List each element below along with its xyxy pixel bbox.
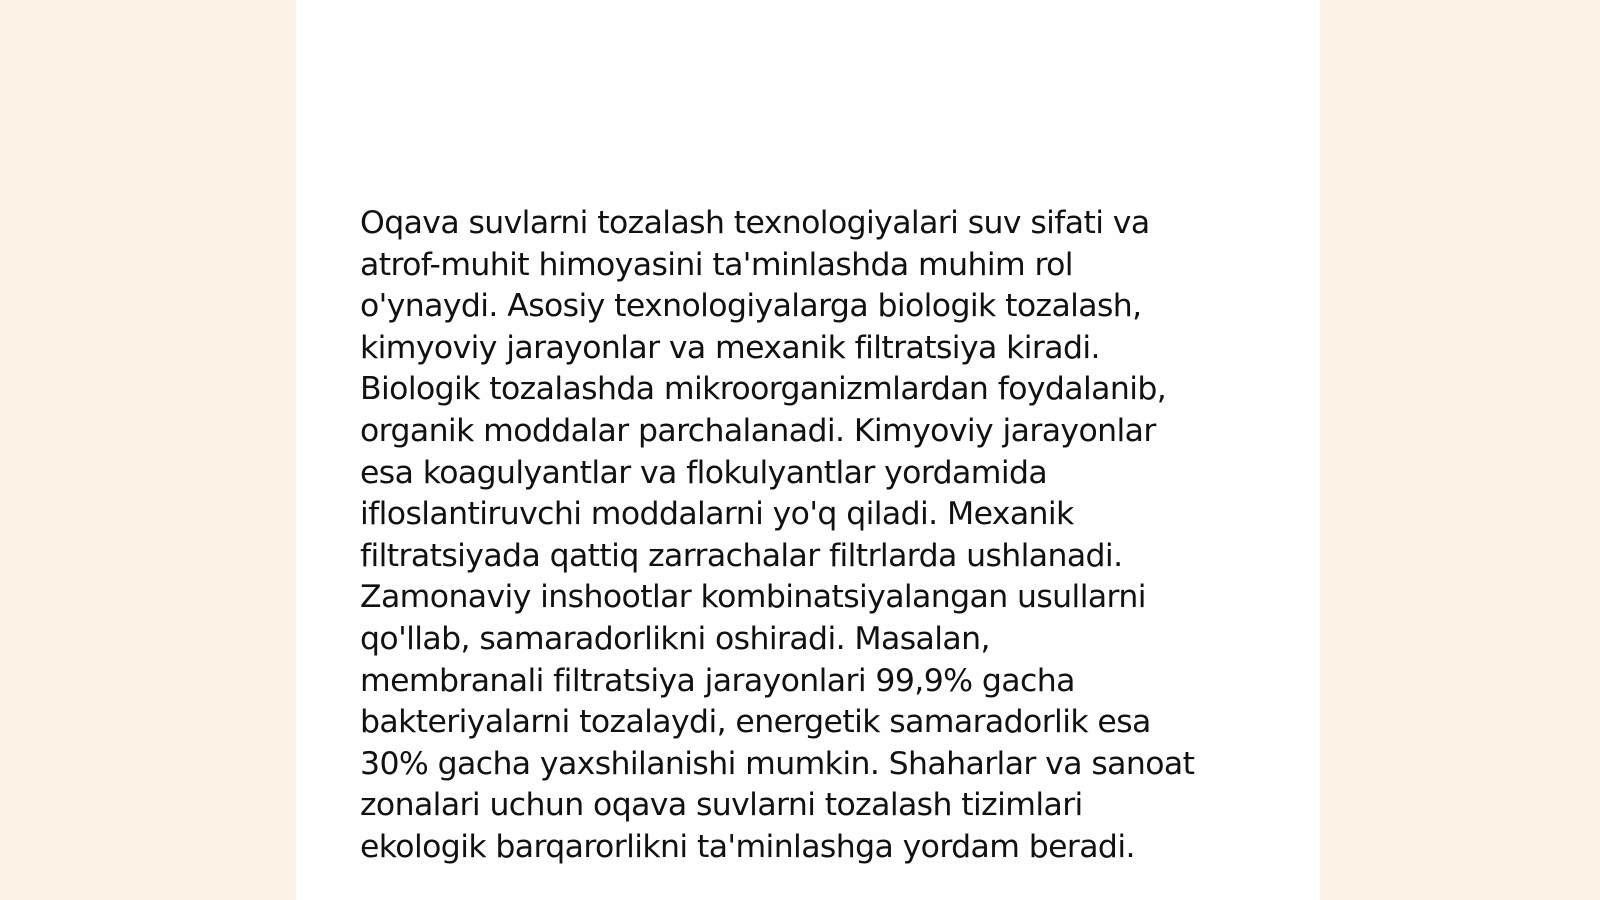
document-sheet [296,0,1320,900]
body-paragraph: Oqava suvlarni tozalash texnologiyalari suv sifati va atrof-muhit himoyasini ta'minlashda muhim rol o'ynaydi. Asosiy texnologiyalarga biologik tozalash, kimyoviy jarayonlar va mexanik filtratsiya kiradi. Biologik tozalashda mikroorganizmlardan foydalanib, organik moddalar parchalanadi. Kimyoviy jarayonlar esa koagulyantlar va flokulyantlar yordamida ifloslantiruvchi moddalarni yo'q qiladi. Mexanik filtratsiyada qattiq zarrachalar filtrlarda ushlanadi. Zamonaviy inshootlar kombinatsiyalangan usullarni qo'llab, samaradorlikni oshiradi. Masalan, membranali filtratsiya jarayonlari 99,9% gacha bakteriyalarni tozalaydi, energetik samaradorlik esa 30% gacha yaxshilanishi mumkin. Shaharlar va sanoat zonalari uchun oqava suvlarni tozalash tizimlari ekologik barqarorlikni ta'minlashga yordam beradi. [360,205,1195,865]
